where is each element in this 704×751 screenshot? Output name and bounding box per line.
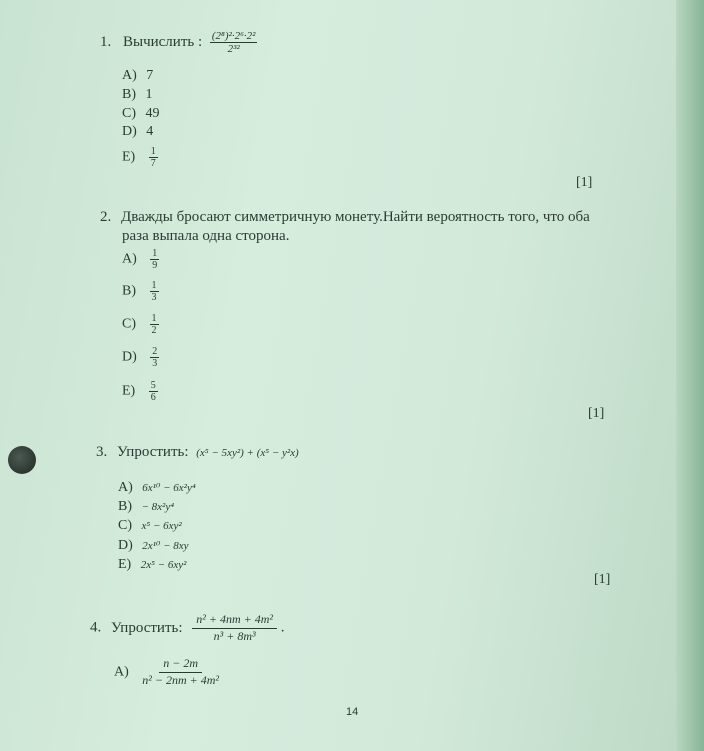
fraction: $\frac{1}{3}$ xyxy=(151,280,157,303)
fraction: $\frac{n - 2m}{\text{n² − 2nm + 4m²}}$ xyxy=(142,656,220,687)
question-2-text-line2: раза выпала одна сторона. xyxy=(122,228,290,244)
fraction: $\frac{1}{9}$ xyxy=(152,248,158,271)
question-3-expression: (x⁵ − 5xy²) + (x⁵ − y²x) xyxy=(196,447,299,459)
question-4-expression: $\frac{\text{n² + 4nm + 4m²}}{\text{n³ + 8m³}}$ xyxy=(192,612,277,644)
question-3-header: 3. Упростить: (x⁵ − 5xy²) + (x⁵ − y²x) xyxy=(96,444,299,460)
question-number: 4. xyxy=(90,619,102,636)
question-4-header: 4. Упростить: $\frac{\text{n² + 4nm + 4m²}}{\text{n³ + 8m³}}$ . xyxy=(90,612,285,643)
fraction: $\frac{1}{2}$ xyxy=(151,313,157,336)
option-d[interactable]: D) $\frac{2}{3}$ xyxy=(122,346,158,369)
fraction: $\frac{1}{7}$ xyxy=(150,146,156,169)
question-number: 2. xyxy=(100,209,112,225)
question-number: 3. xyxy=(96,444,108,460)
option-a[interactable]: A) 7 xyxy=(122,68,154,83)
punch-hole xyxy=(8,446,36,474)
fraction: $\frac{2}{3}$ xyxy=(152,346,158,369)
option-b[interactable]: B) − 8x²y⁴ xyxy=(118,499,175,514)
question-1-expression: $\frac{\text{(2⁸)²·2⁶·2²}}{\text{2³²}}$ xyxy=(211,30,256,56)
option-b[interactable]: B) $\frac{1}{3}$ xyxy=(122,280,157,303)
option-d[interactable]: D) 2x¹⁰ − 8xy xyxy=(118,538,189,553)
option-e[interactable]: E) $\frac{1}{7}$ xyxy=(122,146,156,169)
question-number: 1. xyxy=(100,34,112,51)
page-edge xyxy=(676,0,704,751)
option-c[interactable]: C) $\frac{1}{2}$ xyxy=(122,313,157,336)
question-2-text: 2. Дважды бросают симметричную монету.Найти вероятность того, что оба xyxy=(100,209,590,225)
option-d[interactable]: D) 4 xyxy=(122,124,154,139)
option-e[interactable]: E) $\frac{5}{6}$ xyxy=(122,380,156,403)
option-a[interactable]: A) $\frac{1}{9}$ xyxy=(122,248,158,271)
option-e[interactable]: E) 2x⁵ − 6xy² xyxy=(118,557,187,572)
option-c[interactable]: C) 49 xyxy=(122,106,160,121)
points-mark: [1] xyxy=(576,175,593,190)
option-a[interactable]: A) 6x¹⁰ − 6x²y⁴ xyxy=(118,480,196,495)
question-1-header xyxy=(100,30,257,55)
points-mark: [1] xyxy=(588,406,605,421)
fraction: $\frac{5}{6}$ xyxy=(150,380,156,403)
option-a[interactable]: A) $\frac{n - 2m}{\text{n² − 2nm + 4m²}}$ xyxy=(114,656,223,688)
points-mark: [1] xyxy=(594,572,611,587)
question-prompt: Вычислить : xyxy=(123,34,203,51)
option-c[interactable]: C) x⁵ − 6xy² xyxy=(118,518,182,533)
page-number: 14 xyxy=(346,706,359,718)
option-b[interactable]: B) 1 xyxy=(122,87,153,102)
